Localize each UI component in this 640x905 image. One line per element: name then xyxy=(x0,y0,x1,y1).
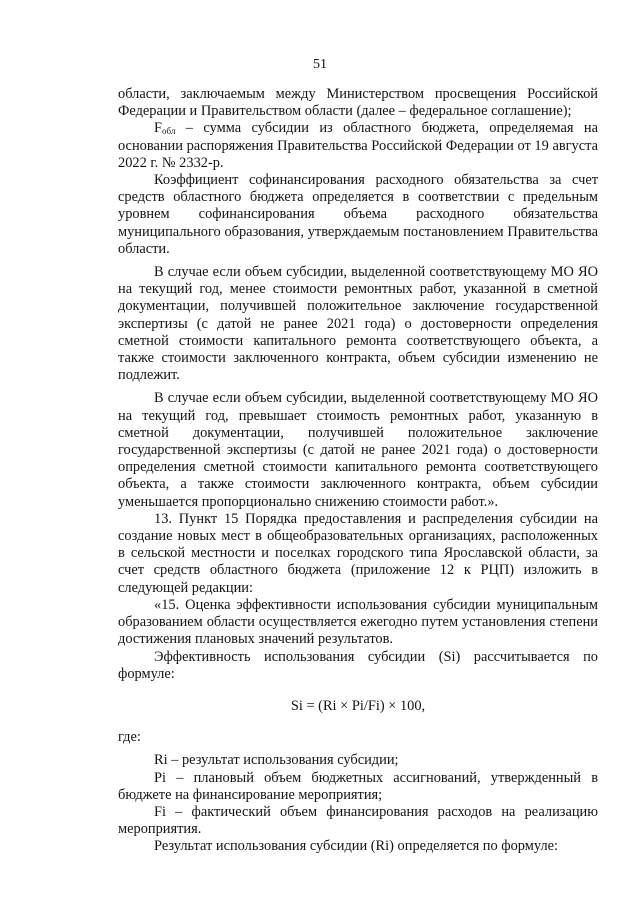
paragraph-item-13: 13. Пункт 15 Порядка предоставления и распределения субсидии на создание новых мест в общеобразовательных организациях, расположенных в сельской местности и поселках городского типа Ярославской области, за счет средств областного бюджета (приложение 12 к РЦП) изложить в следующей редакции: xyxy=(118,510,598,596)
paragraph-ri-formula-intro: Результат использования субсидии (Ri) определяется по формуле: xyxy=(154,838,559,855)
paragraph-f-obl-definition xyxy=(118,120,598,172)
paragraph-cofinancing-coefficient: Коэффициент софинансирования расходного обязательства за счет средств областного бюджета определяется в соответствии с предельным уровнем софинансирования объема расходного обязательства муниципального образования, утверждаемым постановлением Правительства области. xyxy=(118,172,598,257)
f-obl-subscript: обл xyxy=(162,126,176,137)
formula-si: Si = (Ri × Pi/Fi) × 100, xyxy=(290,697,426,714)
paragraph-efficiency-formula-intro: Эффективность использования субсидии (Si) рассчитывается по формуле: xyxy=(118,648,598,682)
page-number: 51 xyxy=(313,57,327,72)
paragraph-federal-agreement: области, заключаемым между Министерством просвещения Российской Федерации и Правительством области (далее – федеральное соглашение); xyxy=(118,86,598,120)
paragraph-pi-definition: Pi – плановый объем бюджетных ассигнований, утвержденный в бюджете на финансирование мероприятия; xyxy=(118,769,598,803)
document-body xyxy=(118,86,598,856)
paragraph-item-15-evaluation: «15. Оценка эффективности использования субсидии муниципальным образованием области осуществляется ежегодно путем установления степени достижения плановых значений результатов. xyxy=(118,596,598,648)
paragraph-subsidy-less-than-cost: В случае если объем субсидии, выделенной соответствующему МО ЯО на текущий год, менее стоимости ремонтных работ, указанной в сметной документации, получившей положительное заключение государственной экспертизы (с датой не ранее 2021 года) о достоверности определения сметной стоимости капитального ремонта соответствующего объекта, а также стоимости заключенного контракта, объем субсидии изменению не подлежит. xyxy=(118,264,598,384)
paragraph-fi-definition: Fi – фактический объем финансирования расходов на реализацию мероприятия. xyxy=(118,803,598,838)
paragraph-subsidy-exceeds-cost: В случае если объем субсидии, выделенной соответствующему МО ЯО на текущий год, превышает стоимость ремонтных работ, указанную в сметной документации, получившей положительное заключение государственной экспертизы (с датой не ранее 2021 года) о достоверности определения сметной стоимости капитального ремонта соответствующего объекта, а также стоимости заключенного контракта, объем субсидии уменьшается пропорционально снижению стоимости работ.». xyxy=(118,390,598,510)
paragraph-where: где: xyxy=(118,729,141,746)
paragraph-ri-definition: Ri – результат использования субсидии; xyxy=(154,752,399,769)
f-obl-text: – сумма субсидии из областного бюджета, определяемая на основании распоряжения Правительства Российской Федерации от 19 августа 2022 г. № 2332-р. xyxy=(118,120,598,171)
f-obl-symbol: F xyxy=(154,120,163,137)
